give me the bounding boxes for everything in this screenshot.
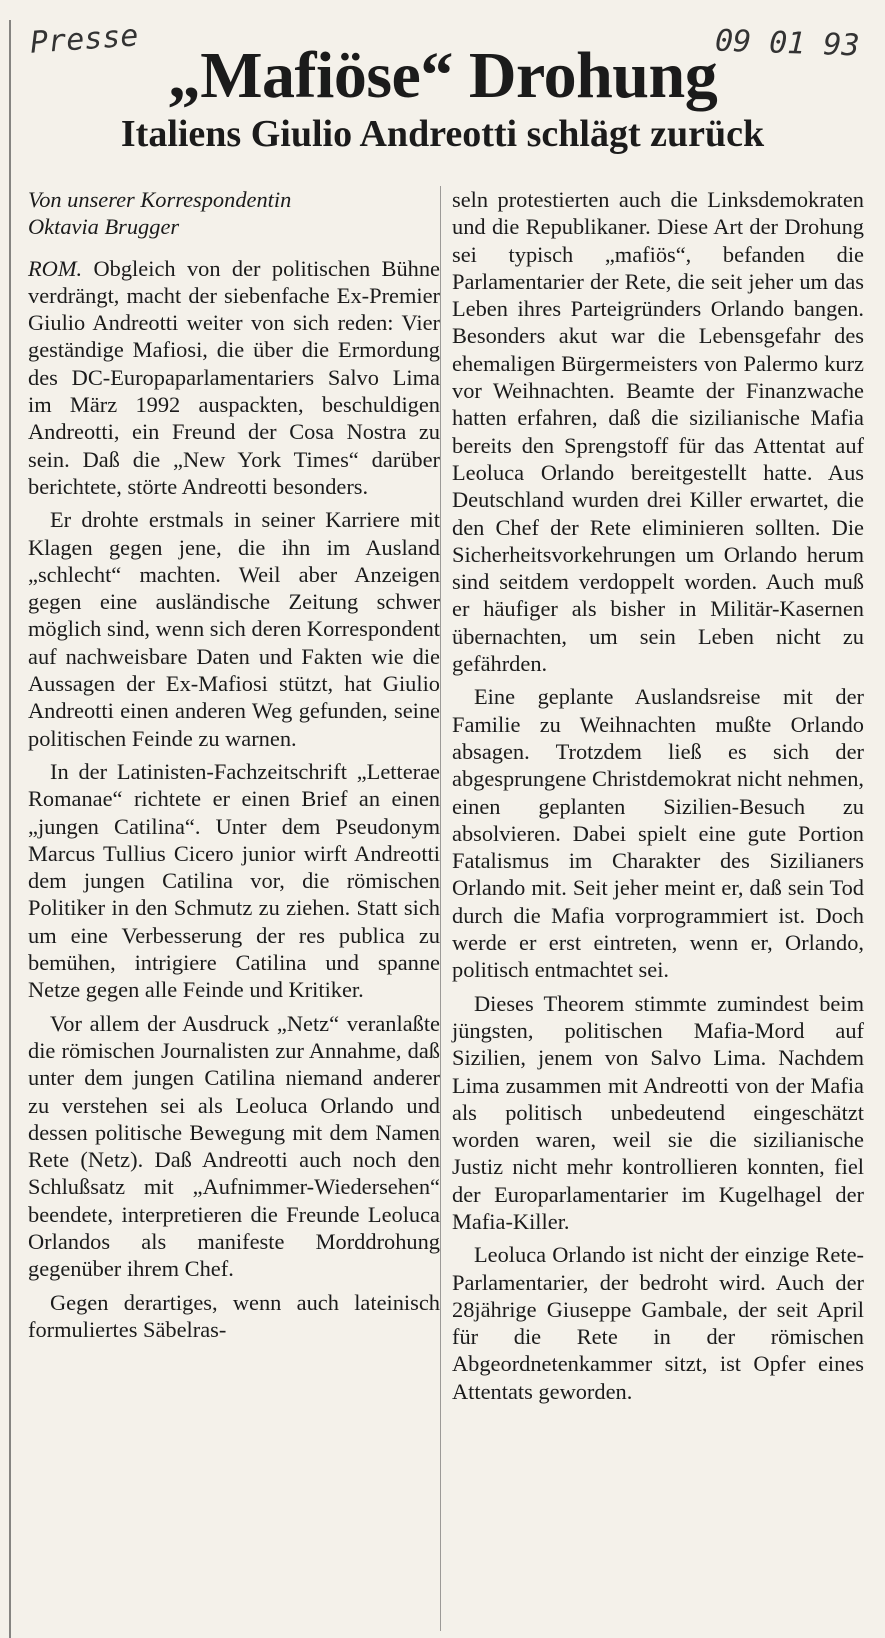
paragraph-text: Obgleich von der politischen Bühne verdrängt, macht der siebenfache Ex-Premier Giulio Andreotti weiter von sich reden: Vier geständige Mafiosi, die über die Ermordung des DC-Europaparlamentariers Salvo Lima im März 1992 auspackten, beschuldigen Andreotti, ein Freund der Cosa Nostra zu sein. Daß die „New York Times“ darüber berichtete, störte Andreotti besonders. xyxy=(28,255,440,499)
left-column-rule xyxy=(9,20,11,1638)
lead-paragraph xyxy=(28,255,440,501)
paragraph: Leoluca Orlando ist nicht der einzige Rete-Parlamentarier, der bedroht wird. Auch der 28jährige Giuseppe Gambale, der seit April für die Rete in der römischen Abgeordnetenkammer sitzt, ist Opfer eines Attentats geworden. xyxy=(452,1242,864,1404)
paragraph: Gegen derartiges, wenn auch lateinisch formuliertes Säbelras- xyxy=(28,1289,440,1342)
paragraph: Eine geplante Auslandsreise mit der Familie zu Weihnachten mußte Orlando absagen. Trotzdem ließ es sich der abgesprungene Christdemokrat nicht nehmen, einen geplanten Sizilien-Besuch zu absolvieren. Dabei spielt eine gute Portion Fatalismus im Charakter des Sizilianers Orlando mit. Seit jeher meint er, daß sein Tod durch die Mafia vorprogrammiert ist. Doch werde er erst eintreten, wenn er, Orlando, politisch entmachtet sei. xyxy=(452,684,864,983)
paragraph: Dieses Theorem stimmte zumindest beim jüngsten, politischen Mafia-Mord auf Sizilien, jenem von Salvo Lima. Nachdem Lima zusammen mit Andreotti von der Mafia als politisch unbedeutend eingeschätzt worden waren, weil sie die sizilianische Justiz nicht mehr kontrollieren konnten, fiel der Europarlamentarier im Kugelhagel der Mafia-Killer. xyxy=(452,990,864,1234)
article-column-right xyxy=(452,186,864,1405)
subheadline: Italiens Giulio Andreotti schlägt zurück xyxy=(120,113,765,155)
headline: „Mafiöse“ Drohung xyxy=(167,39,718,112)
article-column-left xyxy=(28,186,440,1343)
handwritten-source-note: Presse xyxy=(28,18,140,61)
column-divider xyxy=(440,186,441,1631)
paragraph: Er drohte erstmals in seiner Karriere mit Klagen gegen jene, die ihn im Ausland „schlecht“ machten. Weil aber Anzeigen gegen eine ausländische Zeitung schwer möglich sind, wenn sich deren Korrespondent auf nachweisbare Daten und Fakten wie die Aussagen der Ex-Mafiosi stützt, hat Giulio Andreotti einen anderen Weg gefunden, seine politischen Feinde zu warnen. xyxy=(28,507,440,751)
handwritten-date-note: 09 01 93 xyxy=(714,23,861,64)
byline-line: Von unserer Korrespondentin xyxy=(28,187,292,212)
paragraph: In der Latinisten-Fachzeitschrift „Letterae Romanae“ richtete er einen Brief an einen „jungen Catilina“. Unter dem Pseudonym Marcus Tullius Cicero junior wirft Andreotti dem jungen Catilina vor, die römischen Politiker in den Schmutz zu ziehen. Statt sich um eine Verbesserung der res publica zu bemühen, intrigiere Catilina und spanne Netze gegen alle Feinde und Kritiker. xyxy=(28,758,440,1003)
dateline: ROM. xyxy=(28,255,83,281)
byline-author: Oktavia Brugger xyxy=(28,214,180,240)
byline xyxy=(28,186,440,241)
paragraph: seln protestierten auch die Linksdemokraten und die Republikaner. Diese Art der Drohung sei typisch „mafiös“, befanden die Parlamentarier der Rete, die seit jeher um das Leben ihres Parteigründers Orlando bangen. Besonders akut war die Lebensgefahr des ehemaligen Bürgermeisters von Palermo kurz vor Weihnachten. Beamte der Finanzwache hatten erfahren, daß die sizilianische Mafia bereits den Sprengstoff für das Attentat auf Leoluca Orlando bereitgestellt hatte. Aus Deutschland wurden drei Killer erwartet, die den Chef der Rete eliminieren sollten. Die Sicherheitsvorkehrungen um Orlando herum sind seitdem verdoppelt worden. Auch muß er häufiger als bisher in Militär-Kasernen übernachten, um sein Leben nicht zu gefährden. xyxy=(452,187,864,677)
paragraph: Vor allem der Ausdruck „Netz“ veranlaßte die römischen Journalisten zur Annahme, daß unter dem jungen Catilina niemand anderer zu verstehen sei als Leoluca Orlando und dessen politische Bewegung mit dem Namen Rete (Netz). Daß Andreotti auch noch den Schlußsatz mit „Aufnimmer-Wiedersehen“ beendete, interpretieren die Freunde Leoluca Orlandos als manifeste Morddrohung gegenüber ihrem Chef. xyxy=(28,1010,440,1282)
